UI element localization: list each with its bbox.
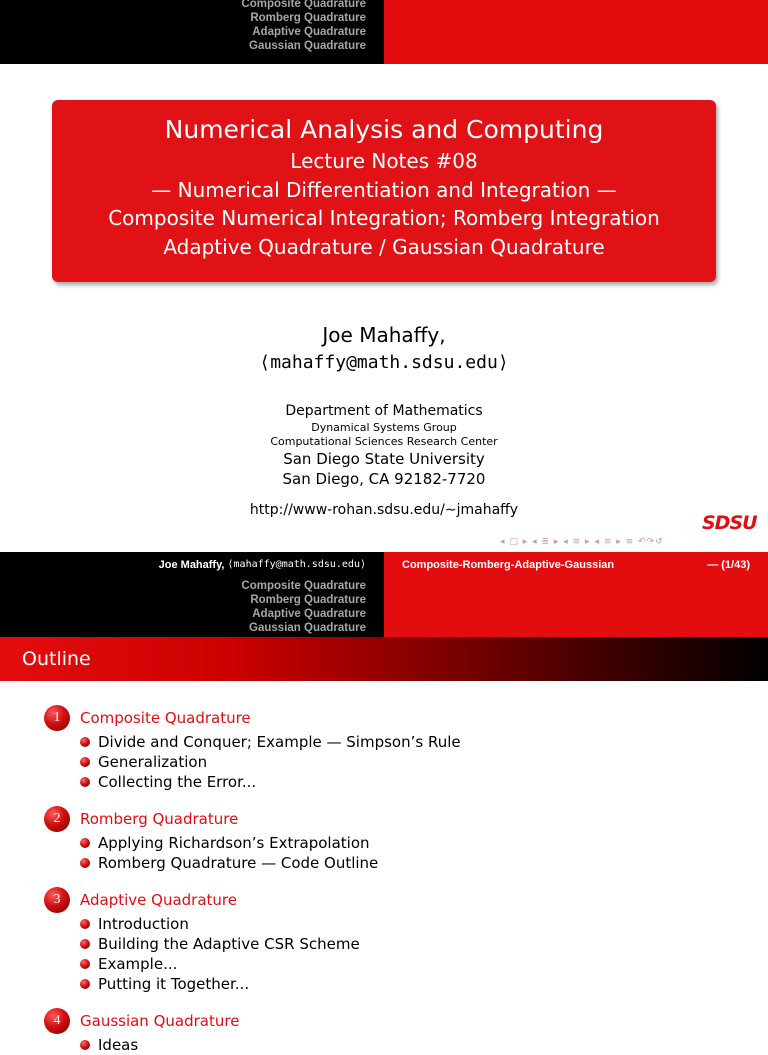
bullet-icon (80, 858, 90, 868)
section-number-badge: 2 (44, 806, 70, 832)
group: Dynamical Systems Group (311, 421, 457, 434)
subtitle-line-1: Lecture Notes #08 (290, 149, 478, 173)
nav2-adaptive[interactable]: Adaptive Quadrature (252, 608, 366, 620)
slide-footer (0, 552, 768, 577)
section-number-badge: 3 (44, 887, 70, 913)
subsection-item[interactable]: Romberg Quadrature — Code Outline (80, 853, 768, 873)
institution-block (0, 402, 768, 489)
header-red-panel (384, 0, 768, 64)
nav-composite[interactable]: Composite Quadrature (241, 0, 366, 10)
footer-title (384, 552, 768, 577)
address: San Diego, CA 92182-7720 (282, 470, 486, 488)
nav-adaptive[interactable]: Adaptive Quadrature (252, 26, 366, 38)
bullet-icon (80, 919, 90, 929)
footer-short-title: Composite-Romberg-Adaptive-Gaussian (402, 558, 615, 571)
bullet-icon (80, 838, 90, 848)
author-email[interactable]: ⟨mahaffy@math.sdsu.edu⟩ (259, 352, 509, 373)
section-title[interactable]: Gaussian Quadrature (80, 1012, 240, 1030)
bullet-icon (80, 939, 90, 949)
subsection-item[interactable]: Applying Richardson’s Extrapolation (80, 833, 768, 853)
nav2-composite[interactable]: Composite Quadrature (241, 580, 366, 592)
bullet-icon (80, 777, 90, 787)
subtitle-line-2: — Numerical Differentiation and Integration — (151, 177, 617, 202)
section-title[interactable]: Adaptive Quadrature (80, 891, 237, 909)
outline-heading: Outline (0, 637, 768, 681)
slide-header (0, 0, 768, 64)
outline-section (44, 1007, 768, 1055)
subtitle-line-3: Composite Numerical Integration; Romberg Integration (108, 206, 660, 230)
slide2-header (0, 577, 768, 637)
subsection-item[interactable]: Generalization (80, 752, 768, 772)
subsection-item[interactable]: Example... (80, 954, 768, 974)
nav-romberg[interactable]: Romberg Quadrature (250, 12, 366, 24)
section-nav (0, 0, 384, 64)
subsection-item[interactable]: Introduction (80, 914, 768, 934)
research-center: Computational Sciences Research Center (270, 435, 498, 448)
nav2-gaussian[interactable]: Gaussian Quadrature (249, 622, 366, 634)
lecture-title: Numerical Analysis and Computing (164, 115, 604, 144)
outline-section (44, 886, 768, 994)
author-name: Joe Mahaffy, (322, 323, 446, 347)
subsection-item[interactable]: Ideas (80, 1035, 768, 1055)
footer-author-email: ⟨mahaffy@math.sdsu.edu⟩ (227, 559, 366, 570)
header2-red-panel (384, 577, 768, 637)
footer-author (0, 552, 384, 577)
beamer-nav-icons[interactable]: ◂ ▢ ▸ ◂ ≣ ▸ ◂ ≡ ▸ ◂ ≡ ▸ ≡ ↶↷↺ (500, 537, 664, 547)
subsection-item[interactable]: Collecting the Error... (80, 772, 768, 792)
section-number-badge: 4 (44, 1008, 70, 1034)
bullet-icon (80, 979, 90, 989)
nav-gaussian[interactable]: Gaussian Quadrature (249, 40, 366, 52)
outline-list (0, 704, 768, 1055)
author-block (0, 320, 768, 376)
section-number-badge: 1 (44, 705, 70, 731)
department: Department of Mathematics (285, 403, 483, 419)
subtitle-line-4: Adaptive Quadrature / Gaussian Quadrature (163, 234, 605, 259)
outline-section (44, 805, 768, 873)
footer-author-name: Joe Mahaffy, (158, 558, 225, 571)
bullet-icon (80, 757, 90, 767)
nav2-romberg[interactable]: Romberg Quadrature (250, 594, 366, 606)
subsection-item[interactable]: Divide and Conquer; Example — Simpson’s Rule (80, 732, 768, 752)
bullet-icon (80, 737, 90, 747)
outline-section (44, 704, 768, 792)
section-title[interactable]: Romberg Quadrature (80, 810, 239, 828)
footer-page-number: — (1/43) (707, 558, 750, 571)
university: San Diego State University (283, 450, 485, 468)
bullet-icon (80, 959, 90, 969)
section-nav-2 (0, 577, 384, 637)
subsection-item[interactable]: Putting it Together... (80, 974, 768, 994)
homepage-link[interactable]: http://www-rohan.sdsu.edu/∼jmahaffy (249, 502, 519, 518)
subsection-item[interactable]: Building the Adaptive CSR Scheme (80, 934, 768, 954)
bullet-icon (80, 1040, 90, 1050)
sdsu-logo: SDSU (702, 512, 757, 534)
section-title[interactable]: Composite Quadrature (80, 709, 251, 727)
title-box (52, 100, 716, 282)
